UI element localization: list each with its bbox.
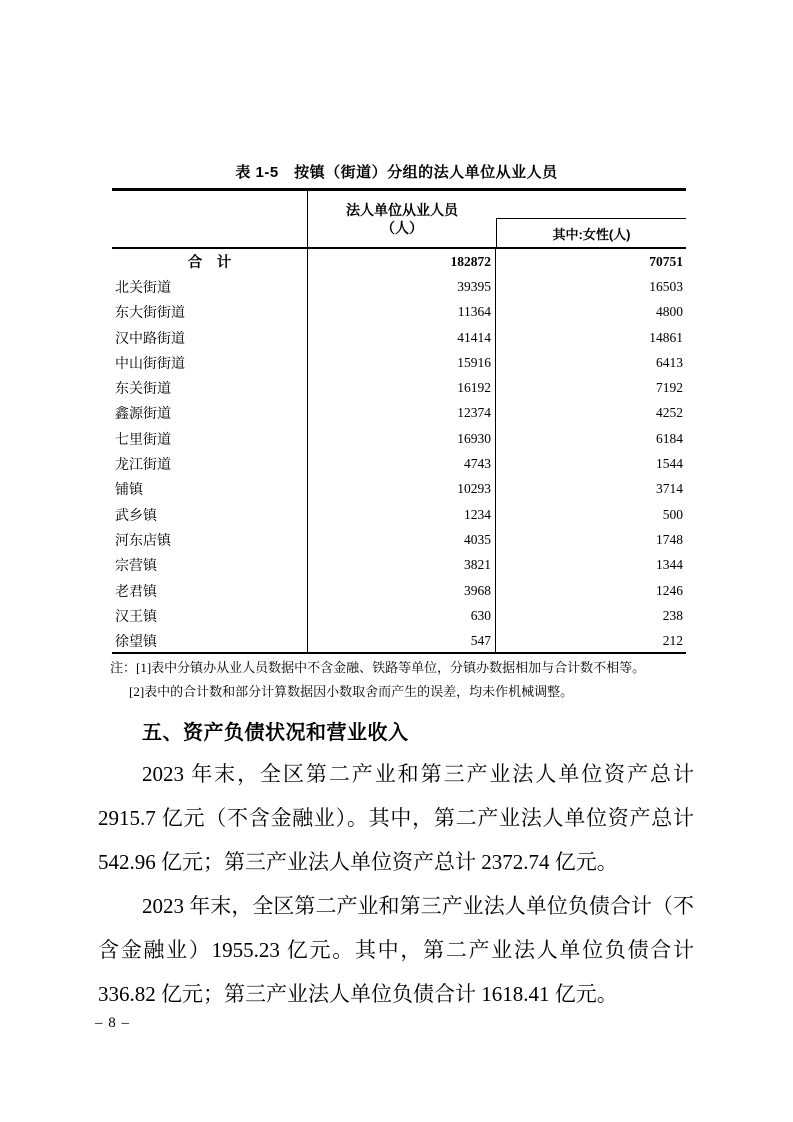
table-row [112,426,686,451]
female-value: 4800 [656,304,683,320]
table-row [112,451,686,476]
paragraph-line: 2023 年末，全区第二产业和第三产业法人单位负债合计（不 [142,894,694,918]
female-value: 212 [662,633,683,649]
female-value: 3714 [656,481,683,497]
note-line: [2]表中的合计数和部分计算数据因小数取舍而产生的误差，均未作机械调整。 [129,684,574,699]
section-heading: 五、资产负债状况和营业收入 [142,722,409,744]
row-label: 老君镇 [112,578,308,603]
employees-value: 16192 [308,375,496,400]
female-value: 500 [662,506,683,522]
table-notes [110,656,690,704]
page-number: – 8 – [95,1015,130,1031]
paragraph-line: 2023 年末，全区第二产业和第三产业法人单位资产总计 [142,762,694,786]
paragraph-line: 2915.7 亿元（不含金融业）。其中，第二产业法人单位资产总计 [98,806,694,830]
female-value: 6413 [656,354,683,370]
table-row [112,603,686,628]
female-value: 14861 [649,329,683,345]
employees-value: 10293 [308,477,496,502]
employees-value: 12374 [308,401,496,426]
row-label: 宗营镇 [112,553,308,578]
female-value: 4252 [656,405,683,421]
note-line: 注：[1]表中分镇办从业人员数据中不含金融、铁路等单位，分镇办数据相加与合计数不相等。 [110,660,646,675]
female-value: 6184 [656,430,683,446]
row-label: 河东店镇 [112,527,308,552]
paragraph-line: 336.82 亿元；第三产业法人单位负债合计 1618.41 亿元。 [98,982,618,1006]
row-label: 东关街道 [112,375,308,400]
total-female-value: 70751 [649,253,683,269]
female-value: 1544 [656,456,683,472]
table-body [112,249,686,654]
employees-value: 547 [308,628,496,653]
table-row [112,553,686,578]
row-label: 汉王镇 [112,603,308,628]
total-employees-value: 182872 [308,249,496,274]
col-header-employees-line2: （人） [381,220,423,236]
row-label: 汉中路街道 [112,325,308,350]
row-label: 中山街街道 [112,350,308,375]
row-label: 铺镇 [112,477,308,502]
table-row [112,527,686,552]
employees-value: 39395 [308,274,496,299]
row-label: 鑫源街道 [112,401,308,426]
table-row [112,578,686,603]
row-label: 北关街道 [112,274,308,299]
total-label: 合 计 [112,249,308,274]
row-label: 武乡镇 [112,502,308,527]
stat-table [112,188,686,654]
employees-value: 630 [308,603,496,628]
header-stub-cell [112,191,308,247]
table-row [112,477,686,502]
col-header-employees [308,191,496,247]
row-label: 东大街街道 [112,300,308,325]
female-value: 1748 [656,531,683,547]
table-row [112,628,686,653]
row-label: 七里街道 [112,426,308,451]
table-title: 表 1-5 按镇（街道）分组的法人单位从业人员 [235,164,558,181]
col-header-employees-line1: 法人单位从业人员 [346,202,458,218]
employees-value: 11364 [308,300,496,325]
table-row [112,300,686,325]
employees-value: 4035 [308,527,496,552]
table-row [112,502,686,527]
row-label: 龙江街道 [112,451,308,476]
table-row [112,401,686,426]
table-row [112,350,686,375]
employees-value: 1234 [308,502,496,527]
employees-value: 3968 [308,578,496,603]
female-value: 16503 [649,278,683,294]
paragraph-line: 542.96 亿元；第三产业法人单位资产总计 2372.74 亿元。 [98,850,618,874]
col-header-female: 其中:女性(人) [496,218,686,247]
employees-value: 4743 [308,451,496,476]
employees-value: 41414 [308,325,496,350]
paragraph-line: 含金融业）1955.23 亿元。其中，第二产业法人单位负债合计 [98,938,694,962]
body-paragraphs [98,752,694,1016]
employees-value: 3821 [308,553,496,578]
table-header-row [112,188,686,249]
female-value: 1246 [656,582,683,598]
employees-value: 16930 [308,426,496,451]
total-row [112,249,686,274]
female-value: 1344 [656,557,683,573]
table-row [112,274,686,299]
table-row [112,325,686,350]
female-value: 238 [662,607,683,623]
col-header-female-cell [496,191,686,247]
employees-value: 15916 [308,350,496,375]
table-row [112,375,686,400]
female-value: 7192 [656,380,683,396]
row-label: 徐望镇 [112,628,308,653]
